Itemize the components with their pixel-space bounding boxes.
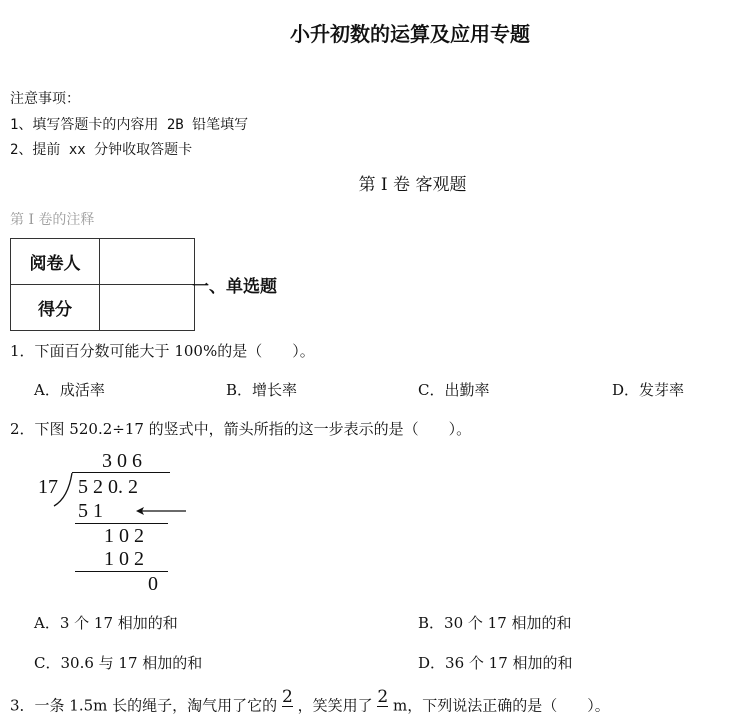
reviewer-label: 阅卷人: [11, 239, 100, 285]
quotient: 3 0 6: [102, 450, 142, 472]
question-3: [10, 688, 610, 725]
option-b: B．增长率: [226, 381, 298, 399]
step-2: 1 0 2: [104, 548, 144, 570]
note-item: 1、填写答题卡的内容用 2B 铅笔填写: [10, 117, 249, 133]
option-c: C．30.6 与 17 相加的和: [34, 654, 203, 672]
rule-1: [75, 523, 168, 524]
divisor: 17: [38, 476, 58, 498]
remainder-2: 0: [148, 573, 158, 595]
division-bar: [72, 472, 170, 473]
note-item: 2、提前 xx 分钟收取答题卡: [10, 142, 193, 158]
q3-text: 3．一条 1.5m 长的绳子，淘气用了它的: [10, 696, 278, 715]
numerator: 2: [377, 687, 389, 707]
reviewer-cell: [100, 239, 195, 285]
section-title: 第 I 卷 客观题: [358, 175, 467, 195]
page-title: 小升初数的运算及应用专题: [290, 22, 530, 46]
option-a: A．3 个 17 相加的和: [34, 614, 178, 632]
q3-text: ，笑笑用了: [297, 696, 373, 715]
option-d: D．发芽率: [612, 381, 685, 399]
numerator: 2: [281, 687, 293, 707]
division-bracket: [52, 472, 74, 508]
option-d: D．36 个 17 相加的和: [418, 654, 573, 672]
option-a: A．成活率: [34, 381, 105, 399]
fraction: [377, 688, 388, 725]
rule-2: [75, 571, 168, 572]
score-cell: [100, 285, 195, 331]
score-label: 得分: [11, 285, 100, 331]
arrow-left-icon: [134, 505, 188, 517]
notes-heading: 注意事项：: [10, 91, 80, 107]
question-1: 1．下面百分数可能大于 100%的是（ ）。: [10, 342, 315, 360]
dividend: 5 2 0. 2: [78, 476, 138, 498]
score-table: [10, 238, 195, 331]
step-1: 5 1: [78, 500, 103, 522]
option-c: C．出勤率: [418, 381, 490, 399]
section-note: 第 I 卷的注释: [10, 212, 95, 228]
subsection-title: 一、单选题: [192, 277, 277, 297]
remainder-1: 1 0 2: [104, 525, 144, 547]
option-b: B．30 个 17 相加的和: [418, 614, 572, 632]
question-2: 2．下图 520.2÷17 的竖式中，箭头所指的这一步表示的是（ ）。: [10, 420, 472, 438]
q3-text: m，下列说法正确的是（ ）。: [392, 696, 610, 715]
fraction: [282, 688, 293, 725]
